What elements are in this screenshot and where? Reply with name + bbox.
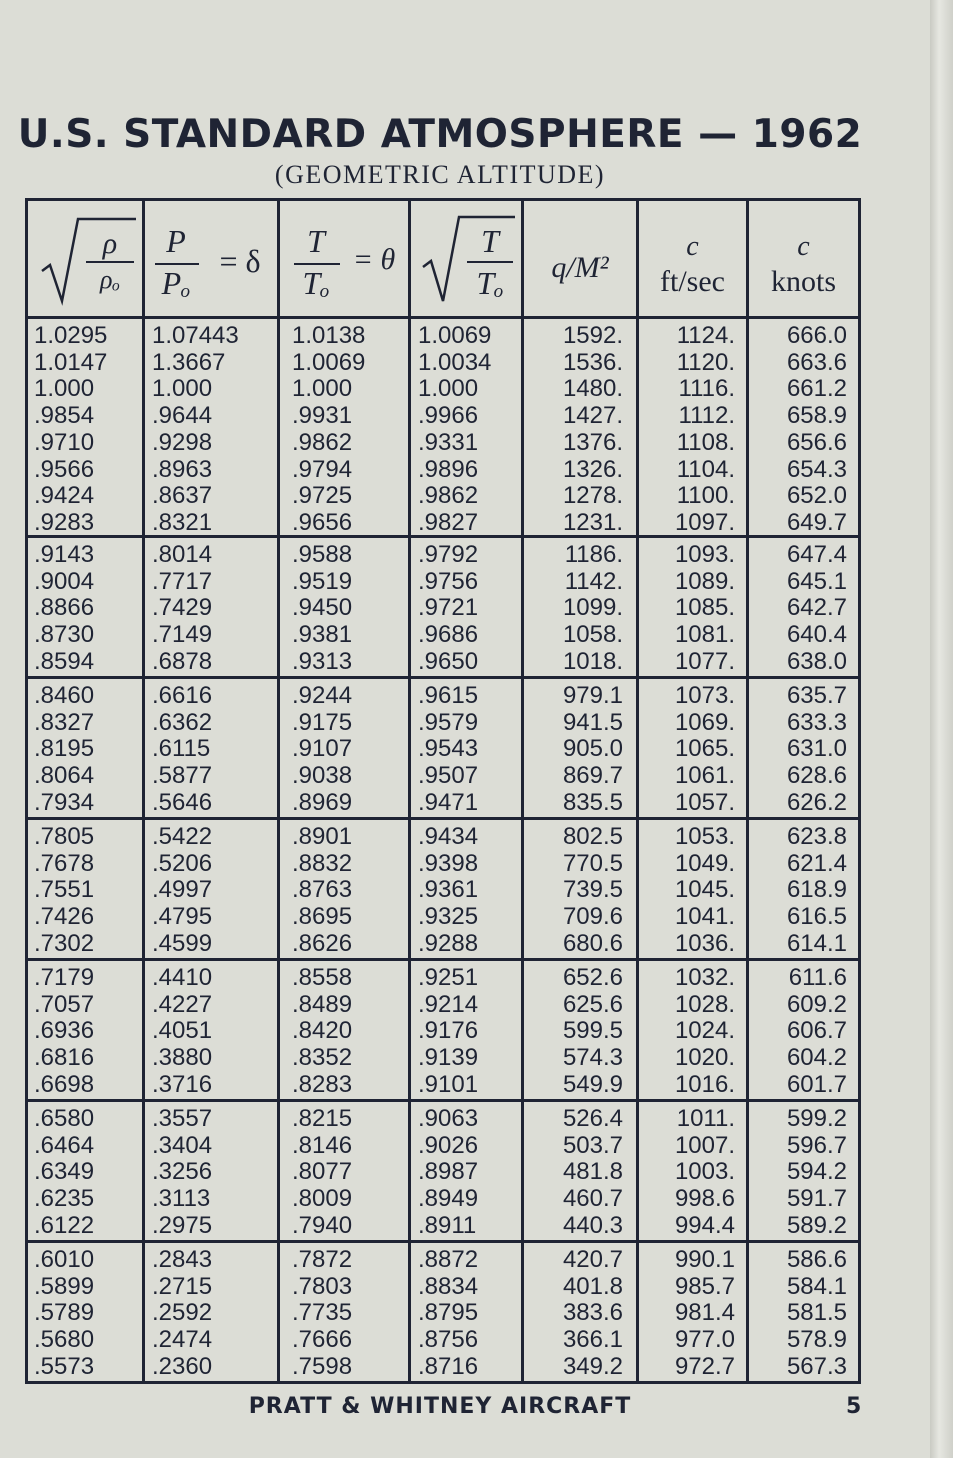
- table-cell: .9004: [34, 567, 95, 595]
- table-cell: 503.7: [562, 1131, 623, 1159]
- table-cell: 633.3: [786, 708, 847, 736]
- table-cell: .9650: [418, 647, 479, 675]
- table-cell: 1.000: [152, 375, 213, 403]
- table-cell: .8626: [292, 929, 353, 957]
- table-cell: 581.5: [786, 1299, 847, 1327]
- table-cell: .3404: [152, 1131, 213, 1159]
- table-cell: 401.8: [562, 1272, 623, 1300]
- table-cell: .4599: [152, 929, 213, 957]
- table-cell: .9214: [418, 990, 479, 1018]
- table-cell: .9361: [418, 876, 479, 904]
- table-cell: 1124.: [676, 322, 735, 349]
- table-cell: .5422: [152, 823, 213, 850]
- table-cell: .7805: [34, 823, 95, 850]
- table-cell: .7666: [292, 1326, 353, 1354]
- table-cell: 1231.: [562, 508, 623, 536]
- table-cell: .3557: [152, 1105, 213, 1132]
- table-cell: 977.0: [674, 1326, 735, 1354]
- table-cell: 481.8: [562, 1158, 623, 1186]
- table-cell: .5680: [34, 1326, 95, 1354]
- column-divider: [142, 201, 145, 1381]
- table-cell: 1.000: [418, 375, 479, 403]
- table-cell: 578.9: [786, 1326, 847, 1354]
- table-cell: 601.7: [786, 1070, 847, 1098]
- table-cell: 349.2: [562, 1352, 623, 1380]
- table-cell: 1020.: [674, 1044, 735, 1072]
- table-cell: .9966: [418, 402, 479, 430]
- table-cell: 658.9: [786, 402, 847, 430]
- table-cell: .5899: [34, 1272, 95, 1300]
- table-cell: .6616: [152, 682, 213, 709]
- table-cell: .8716: [418, 1352, 479, 1380]
- page-title: U.S. STANDARD ATMOSPHERE — 1962: [17, 112, 863, 157]
- table-cell: 640.4: [786, 621, 847, 649]
- table-cell: 1376.: [562, 428, 623, 456]
- table-cell: .7302: [34, 929, 95, 957]
- table-cell: 623.8: [786, 823, 847, 850]
- header-sound-speed-ftsec-sym: c: [686, 231, 699, 262]
- table-cell: .9251: [418, 964, 479, 991]
- table-cell: .9434: [418, 823, 479, 850]
- table-cell: .8146: [292, 1131, 353, 1159]
- page-number: 5: [846, 1394, 862, 1419]
- table-cell: .8963: [152, 455, 213, 483]
- table-cell: .8730: [34, 621, 95, 649]
- table-cell: .8460: [34, 682, 95, 709]
- table-cell: 574.3: [562, 1044, 623, 1072]
- table-cell: .9579: [418, 708, 479, 736]
- table-cell: 1011.: [676, 1105, 735, 1132]
- table-cell: .6235: [34, 1185, 95, 1213]
- table-cell: .8352: [292, 1044, 353, 1072]
- header-pressure-eq: = δ: [219, 243, 261, 279]
- table-cell: .9313: [292, 647, 353, 675]
- table-cell: 994.4: [674, 1211, 735, 1239]
- page-subtitle: (GEOMETRIC ALTITUDE): [274, 160, 606, 189]
- table-cell: .9566: [34, 455, 95, 483]
- table-cell: .5877: [152, 762, 213, 790]
- table-cell: 1093.: [674, 541, 735, 568]
- table-cell: 1112.: [678, 402, 735, 430]
- header-sqrt-temperature-den: Tₒ: [476, 265, 504, 301]
- atmosphere-table: [25, 198, 861, 1384]
- table-cell: .9139: [418, 1044, 479, 1072]
- table-cell: 611.6: [788, 964, 847, 991]
- table-cell: .7149: [152, 621, 213, 649]
- table-cell: 1186.: [564, 541, 623, 568]
- table-cell: .3113: [152, 1185, 211, 1213]
- table-cell: .8558: [292, 964, 353, 991]
- column-pressure-ratio: [152, 201, 274, 1381]
- header-sqrt-density-num: ρ: [102, 227, 118, 260]
- table-cell: .9931: [292, 402, 353, 430]
- table-cell: 1032.: [674, 964, 735, 991]
- column-temperature-ratio: [292, 201, 404, 1381]
- table-cell: 1.3667: [152, 348, 226, 376]
- header-sound-speed-ftsec-unit: ft/sec: [660, 265, 725, 298]
- table-cell: 549.9: [562, 1070, 623, 1098]
- table-cell: 1480.: [562, 375, 623, 403]
- table-cell: 460.7: [562, 1185, 623, 1213]
- table-cell: 869.7: [562, 762, 623, 790]
- table-cell: .6464: [34, 1131, 95, 1159]
- table-cell: 1100.: [676, 482, 735, 510]
- table-cell: .9398: [418, 849, 479, 877]
- table-cell: 770.5: [562, 849, 623, 877]
- table-cell: 1326.: [562, 455, 623, 483]
- header-sqrt-density-den: ρₒ: [100, 265, 120, 294]
- table-cell: 1003.: [674, 1158, 735, 1186]
- table-cell: .9543: [418, 735, 479, 763]
- table-cell: .9756: [418, 567, 479, 595]
- table-cell: .6010: [34, 1246, 95, 1273]
- table-cell: 1007.: [674, 1131, 735, 1159]
- table-cell: .9792: [418, 541, 479, 568]
- table-cell: 1.0147: [34, 348, 108, 376]
- table-cell: 594.2: [786, 1158, 847, 1186]
- table-cell: 1058.: [562, 621, 623, 649]
- table-cell: 1097.: [674, 508, 735, 536]
- table-cell: .2975: [152, 1211, 213, 1239]
- table-cell: 656.6: [786, 428, 847, 456]
- column-dynamic-pressure: [524, 201, 623, 1381]
- table-cell: 621.4: [786, 849, 847, 877]
- table-cell: .4997: [152, 876, 213, 904]
- table-cell: .9686: [418, 621, 479, 649]
- table-cell: 1077.: [674, 647, 735, 675]
- table-cell: .9288: [418, 929, 479, 957]
- table-cell: .9471: [418, 788, 479, 816]
- table-cell: .9450: [292, 594, 353, 622]
- table-cell: .6122: [34, 1211, 95, 1239]
- table-cell: 1.0069: [418, 322, 492, 349]
- table-cell: .8215: [292, 1105, 353, 1132]
- table-cell: .7598: [292, 1352, 353, 1380]
- table-cell: 596.7: [786, 1131, 847, 1159]
- table-cell: .4795: [152, 903, 213, 931]
- header-dynamic-pressure-label: q/M²: [551, 251, 609, 284]
- table-cell: .6816: [34, 1044, 95, 1072]
- table-cell: 589.2: [786, 1211, 847, 1239]
- table-cell: .6349: [34, 1158, 95, 1186]
- table-cell: .9101: [418, 1070, 479, 1098]
- table-cell: 990.1: [674, 1246, 735, 1273]
- table-cell: .9644: [152, 402, 213, 430]
- table-cell: 652.0: [786, 482, 847, 510]
- table-cell: 1024.: [674, 1017, 735, 1045]
- table-cell: 604.2: [786, 1044, 847, 1072]
- table-cell: .6115: [152, 735, 211, 763]
- header-temperature-eq: = θ: [352, 243, 396, 276]
- table-cell: .7940: [292, 1211, 353, 1239]
- table-cell: 366.1: [562, 1326, 623, 1354]
- table-cell: .8911: [418, 1211, 477, 1239]
- table-cell: 1120.: [676, 348, 735, 376]
- table-cell: 618.9: [786, 876, 847, 904]
- table-cell: 1057.: [674, 788, 735, 816]
- header-sound-speed-knots-unit: knots: [770, 265, 836, 298]
- table-cell: .9063: [418, 1105, 479, 1132]
- table-cell: 802.5: [562, 823, 623, 850]
- table-cell: .9424: [34, 482, 95, 510]
- table-cell: .6698: [34, 1070, 95, 1098]
- table-cell: .9325: [418, 903, 479, 931]
- table-cell: 1116.: [678, 375, 735, 403]
- table-cell: .8489: [292, 990, 353, 1018]
- table-cell: .8872: [418, 1246, 479, 1273]
- table-cell: .8866: [34, 594, 95, 622]
- table-cell: 1053.: [674, 823, 735, 850]
- table-cell: 628.6: [786, 762, 847, 790]
- table-cell: .7735: [292, 1299, 353, 1327]
- table-cell: 420.7: [562, 1246, 623, 1273]
- column-sound-speed-ftsec: [639, 201, 735, 1381]
- table-cell: 1041.: [674, 903, 735, 931]
- table-cell: 1104.: [676, 455, 735, 483]
- table-cell: 1.0034: [418, 348, 492, 376]
- column-sound-speed-knots: [749, 201, 847, 1381]
- table-cell: .9519: [292, 567, 353, 595]
- table-cell: .8987: [418, 1158, 479, 1186]
- table-cell: 1081.: [674, 621, 735, 649]
- table-cell: 1061.: [674, 762, 735, 790]
- table-cell: 1065.: [674, 735, 735, 763]
- table-cell: 383.6: [562, 1299, 623, 1327]
- header-pressure-den: Pₒ: [161, 265, 191, 301]
- table-cell: .8834: [418, 1272, 479, 1300]
- table-cell: 1.07443: [152, 322, 239, 349]
- table-cell: 1.0069: [292, 348, 366, 376]
- table-cell: 1592.: [562, 322, 623, 349]
- header-sqrt-temperature-num: T: [481, 223, 499, 259]
- table-cell: .9710: [34, 428, 95, 456]
- table-cell: 599.5: [562, 1017, 623, 1045]
- table-cell: 1028.: [674, 990, 735, 1018]
- table-cell: 663.6: [786, 348, 847, 376]
- table-cell: 709.6: [562, 903, 623, 931]
- header-sound-speed-knots-sym: c: [797, 231, 810, 262]
- table-cell: .5789: [34, 1299, 95, 1327]
- table-cell: .9507: [418, 762, 479, 790]
- table-cell: .8695: [292, 903, 353, 931]
- table-cell: .8283: [292, 1070, 353, 1098]
- table-cell: 666.0: [786, 322, 847, 349]
- header-temperature-den: Tₒ: [302, 265, 330, 301]
- table-cell: .9721: [418, 594, 479, 622]
- table-cell: .8009: [292, 1185, 353, 1213]
- table-cell: 1036.: [674, 929, 735, 957]
- table-cell: 835.5: [562, 788, 623, 816]
- table-cell: .9026: [418, 1131, 479, 1159]
- table-cell: 1108.: [676, 428, 735, 456]
- table-cell: 1018.: [562, 647, 623, 675]
- table-cell: 635.7: [786, 682, 847, 709]
- header-temperature-num: T: [307, 223, 325, 259]
- table-cell: .5573: [34, 1352, 95, 1380]
- table-cell: 1085.: [674, 594, 735, 622]
- table-cell: 661.2: [786, 375, 847, 403]
- page-edge: [930, 0, 953, 1458]
- table-cell: .9794: [292, 455, 353, 483]
- table-cell: 981.4: [674, 1299, 735, 1327]
- table-cell: 1.0138: [292, 322, 366, 349]
- table-cell: 1099.: [562, 594, 623, 622]
- table-cell: 1049.: [674, 849, 735, 877]
- table-cell: .2843: [152, 1246, 213, 1273]
- table-cell: .8077: [292, 1158, 353, 1186]
- table-cell: .9862: [418, 482, 479, 510]
- table-cell: .8321: [152, 508, 213, 536]
- table-cell: .9283: [34, 508, 95, 536]
- table-cell: .8327: [34, 708, 95, 736]
- table-cell: .9143: [34, 541, 95, 568]
- table-cell: 440.3: [562, 1211, 623, 1239]
- table-cell: .2360: [152, 1352, 213, 1380]
- table-cell: .8795: [418, 1299, 479, 1327]
- table-cell: .9038: [292, 762, 353, 790]
- column-divider: [408, 201, 411, 1381]
- column-sqrt-density-ratio: [34, 201, 140, 1381]
- table-cell: 1.000: [34, 375, 95, 403]
- table-cell: .7429: [152, 594, 213, 622]
- table-cell: 998.6: [674, 1185, 735, 1213]
- table-cell: 591.7: [786, 1185, 847, 1213]
- table-cell: .8756: [418, 1326, 479, 1354]
- table-cell: .3256: [152, 1158, 213, 1186]
- table-cell: .7872: [292, 1246, 353, 1273]
- table-cell: .7934: [34, 788, 95, 816]
- table-cell: .7803: [292, 1272, 353, 1300]
- table-cell: 647.4: [786, 541, 847, 568]
- table-cell: 645.1: [786, 567, 847, 595]
- table-cell: 1073.: [674, 682, 735, 709]
- table-cell: .8832: [292, 849, 353, 877]
- table-cell: .9107: [292, 735, 353, 763]
- table-cell: 606.7: [786, 1017, 847, 1045]
- table-cell: .6580: [34, 1105, 95, 1132]
- table-cell: .9381: [292, 621, 353, 649]
- table-cell: 739.5: [562, 876, 623, 904]
- table-cell: 979.1: [562, 682, 623, 709]
- table-cell: .4227: [152, 990, 213, 1018]
- table-cell: 1278.: [562, 482, 623, 510]
- table-cell: .9175: [292, 708, 353, 736]
- table-cell: 616.5: [786, 903, 847, 931]
- table-cell: 1142.: [564, 567, 623, 595]
- table-cell: .8763: [292, 876, 353, 904]
- table-cell: 625.6: [562, 990, 623, 1018]
- table-cell: .9896: [418, 455, 479, 483]
- table-cell: 631.0: [786, 735, 847, 763]
- table-cell: .8014: [152, 541, 213, 568]
- table-cell: 972.7: [674, 1352, 735, 1380]
- table-cell: .4410: [152, 964, 213, 991]
- table-cell: .7179: [34, 964, 95, 991]
- table-cell: .8949: [418, 1185, 479, 1213]
- table-cell: .6936: [34, 1017, 95, 1045]
- table-cell: .2715: [152, 1272, 213, 1300]
- table-cell: .9725: [292, 482, 353, 510]
- table-cell: .3880: [152, 1044, 213, 1072]
- table-cell: .9176: [418, 1017, 479, 1045]
- table-cell: .7551: [34, 876, 95, 904]
- table-cell: 584.1: [786, 1272, 847, 1300]
- table-cell: 614.1: [786, 929, 847, 957]
- table-cell: 1.0295: [34, 322, 108, 349]
- table-cell: .9298: [152, 428, 213, 456]
- table-cell: .7678: [34, 849, 95, 877]
- table-cell: .2592: [152, 1299, 213, 1327]
- table-cell: .8195: [34, 735, 95, 763]
- table-cell: .8637: [152, 482, 213, 510]
- table-cell: 642.7: [786, 594, 847, 622]
- table-cell: .7717: [152, 567, 213, 595]
- table-cell: .9588: [292, 541, 353, 568]
- table-cell: 586.6: [786, 1246, 847, 1273]
- column-sqrt-temperature-ratio: [418, 201, 518, 1381]
- table-cell: 1016.: [674, 1070, 735, 1098]
- table-cell: 1.000: [292, 375, 353, 403]
- table-cell: 654.3: [786, 455, 847, 483]
- table-cell: 638.0: [786, 647, 847, 675]
- table-cell: .8594: [34, 647, 95, 675]
- table-cell: 1536.: [562, 348, 623, 376]
- table-cell: .3716: [152, 1070, 213, 1098]
- table-cell: 599.2: [786, 1105, 847, 1132]
- table-cell: 609.2: [786, 990, 847, 1018]
- table-cell: .8420: [292, 1017, 353, 1045]
- table-cell: 941.5: [562, 708, 623, 736]
- table-cell: .9656: [292, 508, 353, 536]
- table-cell: 905.0: [562, 735, 623, 763]
- table-cell: 985.7: [674, 1272, 735, 1300]
- header-pressure-num: P: [166, 223, 186, 259]
- table-cell: .8969: [292, 788, 353, 816]
- table-cell: 567.3: [786, 1352, 847, 1380]
- page-footer: PRATT & WHITNEY AIRCRAFT: [248, 1394, 632, 1419]
- table-cell: .9244: [292, 682, 353, 709]
- table-cell: .9615: [418, 682, 479, 709]
- table-cell: .6878: [152, 647, 213, 675]
- table-cell: .2474: [152, 1326, 213, 1354]
- table-cell: 1427.: [562, 402, 623, 430]
- table-cell: 680.6: [562, 929, 623, 957]
- table-cell: .7426: [34, 903, 95, 931]
- table-cell: .4051: [152, 1017, 213, 1045]
- table-cell: .6362: [152, 708, 213, 736]
- table-cell: 652.6: [562, 964, 623, 991]
- table-cell: .9331: [418, 428, 479, 456]
- table-cell: 526.4: [562, 1105, 623, 1132]
- table-cell: .8064: [34, 762, 95, 790]
- column-divider: [277, 201, 280, 1381]
- table-cell: .5646: [152, 788, 213, 816]
- table-cell: 1089.: [674, 567, 735, 595]
- table-cell: 649.7: [786, 508, 847, 536]
- table-cell: .7057: [34, 990, 95, 1018]
- table-cell: .9854: [34, 402, 95, 430]
- table-cell: .5206: [152, 849, 213, 877]
- table-cell: 1045.: [674, 876, 735, 904]
- table-cell: .9827: [418, 508, 479, 536]
- table-cell: .9862: [292, 428, 353, 456]
- table-cell: 626.2: [786, 788, 847, 816]
- table-cell: 1069.: [674, 708, 735, 736]
- table-cell: .8901: [292, 823, 353, 850]
